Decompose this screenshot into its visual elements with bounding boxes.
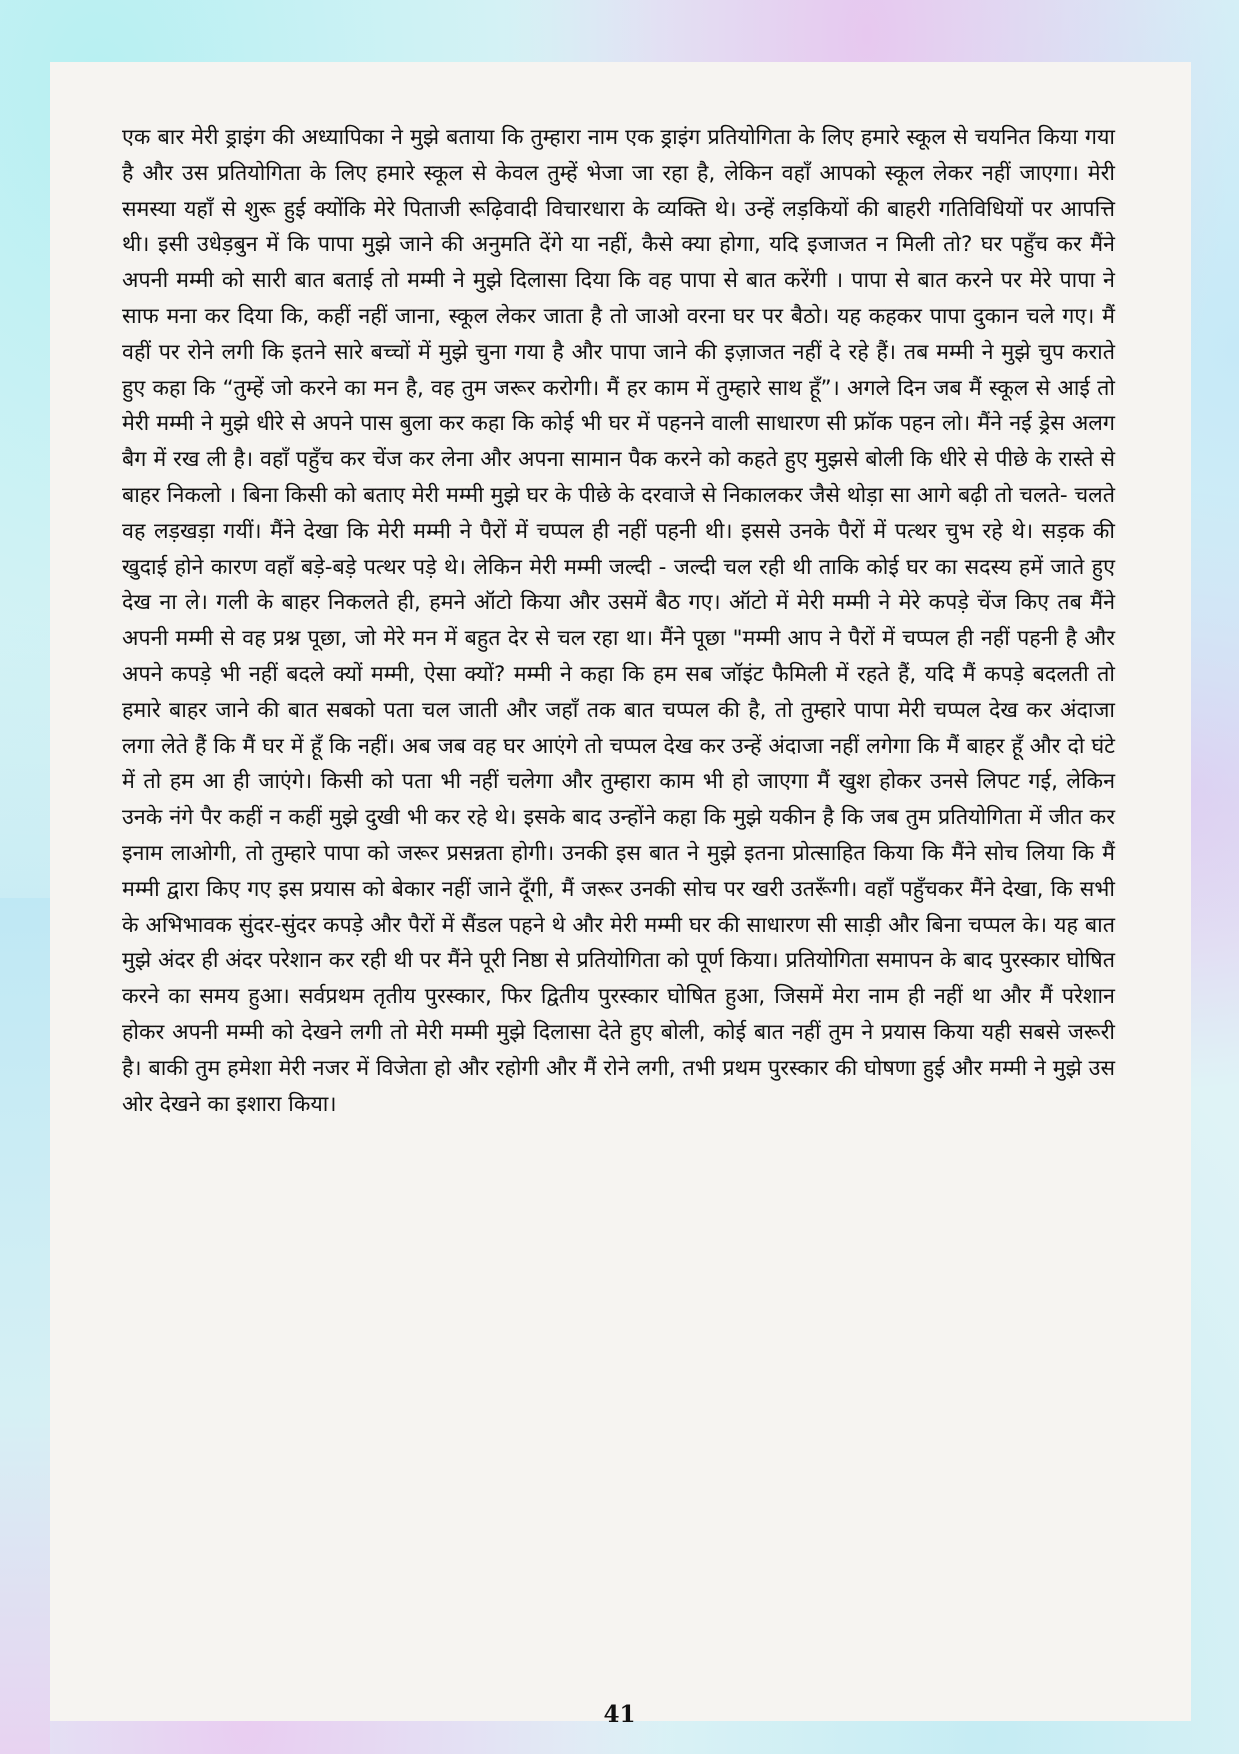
- page-number: 41: [603, 1701, 636, 1728]
- story-paragraph: एक बार मेरी ड्राइंग की अध्यापिका ने मुझे बताया कि तुम्हारा नाम एक ड्राइंग प्रतियोगिता के लिए हमारे स्कूल से चयनित किया गया है और उस प्रतियोगिता के लिए हमारे स्कूल से केवल तुम्हें भेजा जा रहा है, लेकिन वहाँ आपको स्कूल लेकर नहीं जाएगा। मेरी समस्या यहाँ से शुरू हुई क्योंकि मेरे पिताजी रूढ़िवादी विचारधारा के व्यक्ति थे। उन्हें लड़कियों की बाहरी गतिविधियों पर आपत्ति थी। इसी उधेड़बुन में कि पापा मुझे जाने की अनुमति देंगे या नहीं, कैसे क्या होगा, यदि इजाजत न मिली तो? घर पहुँच कर मैंने अपनी मम्मी को सारी बात बताई तो मम्मी ने मुझे दिलासा दिया कि वह पापा से बात करेंगी । पापा से बात करने पर मेरे पापा ने साफ मना कर दिया कि, कहीं नहीं जाना, स्कूल लेकर जाता है तो जाओ वरना घर पर बैठो। यह कहकर पापा दुकान चले गए। मैं वहीं पर रोने लगी कि इतने सारे बच्चों में मुझे चुना गया है और पापा जाने की इज़ाजत नहीं दे रहे हैं। तब मम्मी ने मुझे चुप कराते हुए कहा कि “तुम्हें जो करने का मन है, वह तुम जरूर करोगी। मैं हर काम में तुम्हारे साथ हूँ”। अगले दिन जब मैं स्कूल से आई तो मेरी मम्मी ने मुझे धीरे से अपने पास बुला कर कहा कि कोई भी घर में पहनने वाली साधारण सी फ्रॉक पहन लो। मैंने नई ड्रेस अलग बैग में रख ली है। वहाँ पहुँच कर चेंज कर लेना और अपना सामान पैक करने को कहते हुए मुझसे बोली कि धीरे से पीछे के रास्ते से बाहर निकलो । बिना किसी को बताए मेरी मम्मी मुझे घर के पीछे के दरवाजे से निकालकर जैसे थोड़ा सा आगे बढ़ी तो चलते- चलते वह लड़खड़ा गयीं। मैंने देखा कि मेरी मम्मी ने पैरों में चप्पल ही नहीं पहनी थी। इससे उनके पैरों में पत्थर चुभ रहे थे। सड़क की खुदाई होने कारण वहाँ बड़े-बड़े पत्थर पड़े थे। लेकिन मेरी मम्मी जल्दी - जल्दी चल रही थी ताकि कोई घर का सदस्य हमें जाते हुए देख ना ले। गली के बाहर निकलते ही, हमने ऑटो किया और उसमें बैठ गए। ऑटो में मेरी मम्मी ने मेरे कपड़े चेंज किए तब मैंने अपनी मम्मी से वह प्रश्न पूछा, जो मेरे मन में बहुत देर से चल रहा था। मैंने पूछा "मम्मी आप ने पैरों में चप्पल ही नहीं पहनी है और अपने कपड़े भी नहीं बदले क्यों मम्मी, ऐसा क्यों? मम्मी ने कहा कि हम सब जॉइंट फैमिली में रहते हैं, यदि मैं कपड़े बदलती तो हमारे बाहर जाने की बात सबको पता चल जाती और जहाँ तक बात चप्पल की है, तो तुम्हारे पापा मेरी चप्पल देख कर अंदाजा लगा लेते हैं कि मैं घर में हूँ कि नहीं। अब जब वह घर आएंगे तो चप्पल देख कर उन्हें अंदाजा नहीं लगेगा कि मैं बाहर हूँ और दो घंटे में तो हम आ ही जाएंगे। किसी को पता भी नहीं चलेगा और तुम्हारा काम भी हो जाएगा मैं खुश होकर उनसे लिपट गई, लेकिन उनके नंगे पैर कहीं न कहीं मुझे दुखी भी कर रहे थे। इसके बाद उन्होंने कहा कि मुझे यकीन है कि जब तुम प्रतियोगिता में जीत कर इनाम लाओगी, तो तुम्हारे पापा को जरूर प्रसन्नता होगी। उनकी इस बात ने मुझे इतना प्रोत्साहित किया कि मैंने सोच लिया कि मैं मम्मी द्वारा किए गए इस प्रयास को बेकार नहीं जाने दूँगी, मैं जरूर उनकी सोच पर खरी उतरूँगी। वहाँ पहुँचकर मैंने देखा, कि सभी के अभिभावक सुंदर-सुंदर कपड़े और पैरों में सैंडल पहने थे और मेरी मम्मी घर की साधारण सी साड़ी और बिना चप्पल के। यह बात मुझे अंदर ही अंदर परेशान कर रही थी पर मैंने पूरी निष्ठा से प्रतियोगिता को पूर्ण किया। प्रतियोगिता समापन के बाद पुरस्कार घोषित करने का समय हुआ। सर्वप्रथम तृतीय पुरस्कार, फिर द्वितीय पुरस्कार घोषित हुआ, जिसमें मेरा नाम ही नहीं था और मैं परेशान होकर अपनी मम्मी को देखने लगी तो मेरी मम्मी मुझे दिलासा देते हुए बोली, कोई बात नहीं तुम ने प्रयास किया यही सबसे जरूरी है। बाकी तुम हमेशा मेरी नजर में विजेता हो और रहोगी और मैं रोने लगी, तभी प्रथम पुरस्कार की घोषणा हुई और मम्मी ने मुझे उस ओर देखने का इशारा किया।: [122, 125, 1116, 1117]
- background-notch: [0, 898, 50, 1754]
